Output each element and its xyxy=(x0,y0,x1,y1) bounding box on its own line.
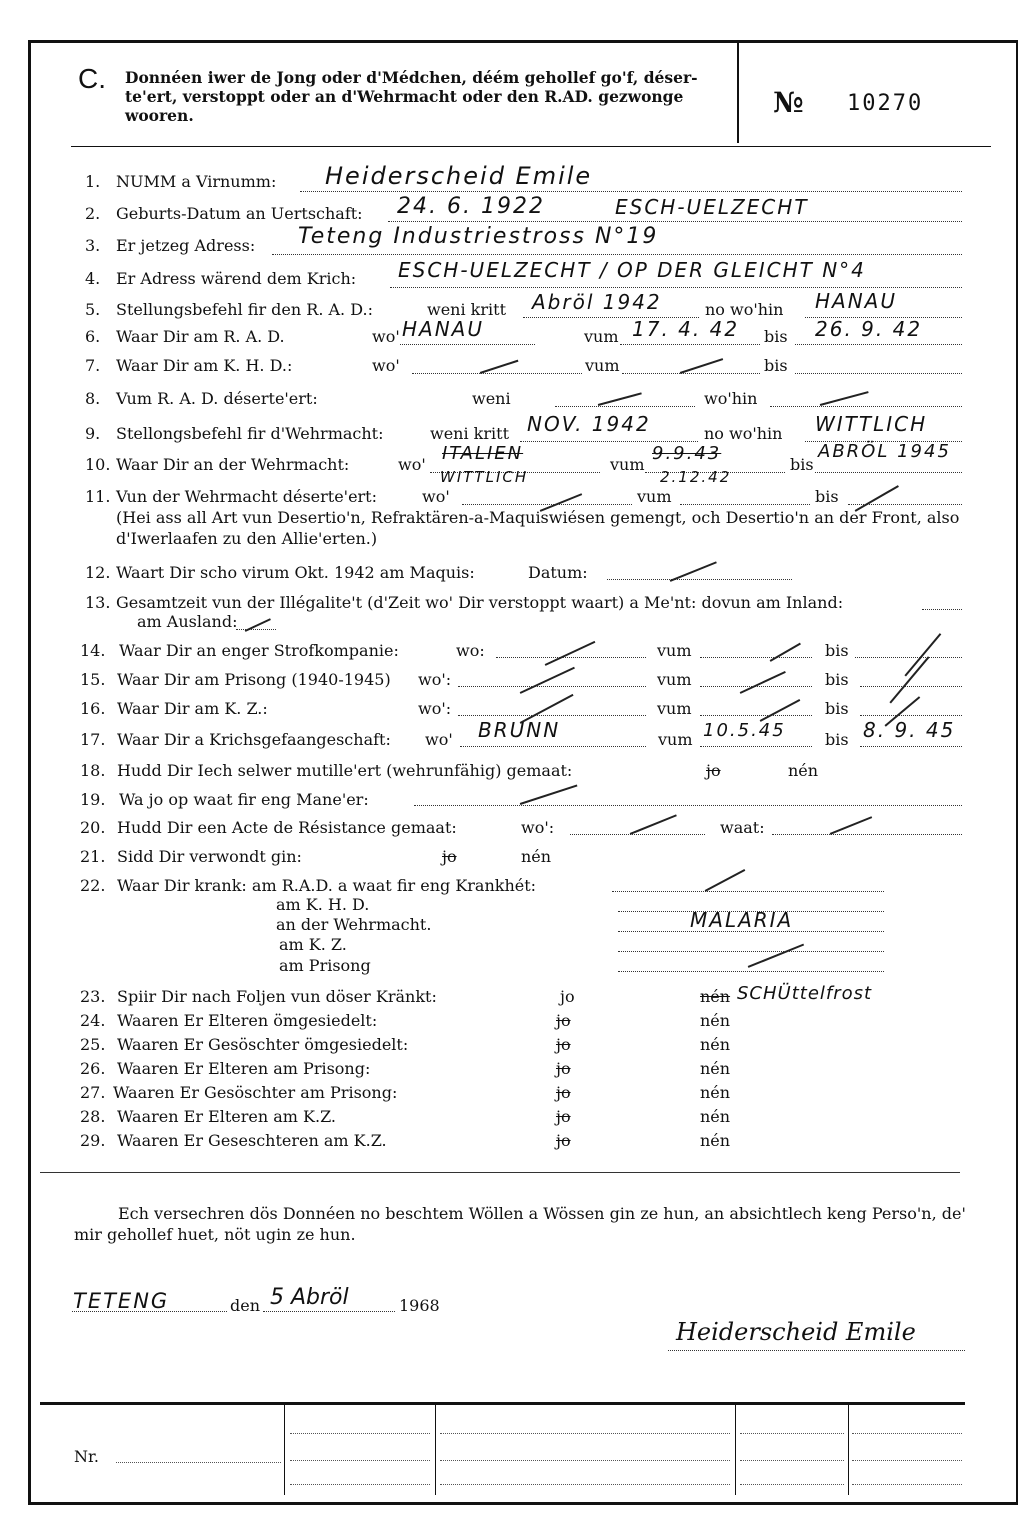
dotted-line xyxy=(414,804,962,806)
handwritten-sign-place: TETENG xyxy=(73,1289,170,1313)
row-label: Hudd Dir een Acte de Résistance gemaat: xyxy=(117,818,457,837)
footer-dotted-line xyxy=(740,1432,844,1434)
dotted-line xyxy=(72,1310,227,1312)
waat-label: waat: xyxy=(720,818,765,837)
dotted-line xyxy=(300,190,962,192)
row-number: 15. xyxy=(80,670,106,689)
dotted-line xyxy=(412,372,582,374)
row-label: Gesamtzeit vun der Illégalite't (d'Zeit wo' Dir verstoppt waart) a Me'nt: dovun am Inland: xyxy=(116,593,844,612)
declaration-text: Ech versechren dös Donnéen no beschtem Wöllen a Wössen gin ze hun, an absichtlech keng Perso'n, de' mir gehollef huet, nöt ugin ze hun. xyxy=(74,1204,966,1244)
dotted-line xyxy=(815,471,962,473)
handwritten-corrected-date: 2.12.42 xyxy=(660,468,732,486)
footer-rule xyxy=(40,1402,965,1405)
footer-dotted-line xyxy=(852,1483,962,1485)
footer-cell-divider xyxy=(735,1405,736,1495)
header-divider xyxy=(737,43,739,143)
dotted-line xyxy=(462,503,632,505)
option-jo: jo xyxy=(556,1083,571,1102)
row-label: Waar Dir am R. A. D. xyxy=(116,327,285,346)
footer-dotted-line xyxy=(852,1459,962,1461)
bis-label: bis xyxy=(764,356,788,375)
footer-cell-divider xyxy=(284,1405,285,1495)
weni-label: weni xyxy=(472,389,511,408)
row-label: Sidd Dir verwondt gin: xyxy=(117,847,302,866)
row-number: 26. xyxy=(80,1059,106,1078)
option-jo: jo xyxy=(556,1131,571,1150)
option-nen: nén xyxy=(700,1059,731,1078)
dotted-line xyxy=(700,656,812,658)
dotted-line xyxy=(618,950,884,952)
footer-cell-divider xyxy=(848,1405,849,1495)
row-label: Stellungsbefehl fir den R. A. D.: xyxy=(116,300,373,319)
footer-dotted-line xyxy=(440,1483,730,1485)
option-nen: nén xyxy=(700,1083,731,1102)
bis-label: bis xyxy=(825,641,849,660)
bis-label: bis xyxy=(790,455,814,474)
dotted-line xyxy=(520,440,698,442)
row-number: 7. xyxy=(85,356,101,375)
footer-dotted-line xyxy=(740,1459,844,1461)
row-number: 27. xyxy=(80,1083,106,1102)
row-number: 24. xyxy=(80,1011,106,1030)
dotted-line xyxy=(272,253,962,255)
handwritten-pow-place: BRUNN xyxy=(478,718,561,742)
sub-label: an der Wehrmacht. xyxy=(276,915,432,934)
row-number: 14. xyxy=(80,641,106,660)
dotted-line xyxy=(860,745,962,747)
bis-label: bis xyxy=(764,327,788,346)
dotted-line xyxy=(795,343,962,345)
row-label: Stellongsbefehl fir d'Wehrmacht: xyxy=(116,424,384,443)
weni-kritt-label: weni kritt xyxy=(427,300,506,319)
row-number: 3. xyxy=(85,236,101,255)
dotted-line xyxy=(390,286,962,288)
wo-label: wo' xyxy=(422,487,450,506)
handwritten-pow-to: 8. 9. 45 xyxy=(863,718,956,742)
option-jo: jo xyxy=(556,1059,571,1078)
footer-dotted-line xyxy=(440,1432,730,1434)
handwritten-rad-place: HANAU xyxy=(815,289,898,313)
row-label: Waaren Er Gesöschter ömgesiedelt: xyxy=(117,1035,409,1054)
row-number: 25. xyxy=(80,1035,106,1054)
sub-label: am K. Z. xyxy=(279,935,347,954)
option-jo: jo xyxy=(556,1107,571,1126)
footer-dotted-line xyxy=(740,1483,844,1485)
row-number: 2. xyxy=(85,204,101,223)
dotted-line xyxy=(772,833,962,835)
dotted-line xyxy=(458,685,646,687)
wo-label: wo': xyxy=(418,699,452,718)
dotted-line xyxy=(458,714,646,716)
row-label-ausland: am Ausland: xyxy=(137,612,238,631)
dotted-line xyxy=(795,372,962,374)
bis-label: bis xyxy=(825,730,849,749)
dotted-line xyxy=(622,372,760,374)
dotted-line xyxy=(612,890,884,892)
row-number: 23. xyxy=(80,987,106,1006)
handwritten-current-address: Teteng Industriestross N°19 xyxy=(298,224,659,249)
wo-label: wo' xyxy=(398,455,426,474)
handwritten-war-address: ESCH-UELZECHT / OP DER GLEICHT N°4 xyxy=(398,258,866,282)
row-label: Waaren Er Gesöschter am Prisong: xyxy=(113,1083,398,1102)
footer-dotted-line xyxy=(440,1459,730,1461)
option-jo: jo xyxy=(556,1011,571,1030)
signature: Heiderscheid Emile xyxy=(676,1318,916,1346)
vum-label: vum xyxy=(585,356,620,375)
dotted-line xyxy=(570,833,705,835)
dotted-line xyxy=(770,405,962,407)
no-wohin-label: no wo'hin xyxy=(704,424,783,443)
option-jo: jo xyxy=(706,761,721,780)
row-label: Waar Dir a Krichsgefaangeschaft: xyxy=(117,730,391,749)
row-number: 4. xyxy=(85,269,101,288)
row-number: 9. xyxy=(85,424,101,443)
row-number: 6. xyxy=(85,327,101,346)
row-number: 18. xyxy=(80,761,106,780)
wo-label: wo' xyxy=(372,356,400,375)
row-label: Vun der Wehrmacht déserte'ert: xyxy=(116,487,377,506)
handwritten-pow-from: 10.5.45 xyxy=(703,720,786,741)
sub-label: am K. H. D. xyxy=(276,895,370,914)
wo-label: wo' xyxy=(425,730,453,749)
row-label: Waaren Er Elteren am Prisong: xyxy=(117,1059,371,1078)
option-nen: nén xyxy=(788,761,819,780)
vum-label: vum xyxy=(657,641,692,660)
row-number: 19. xyxy=(80,790,106,809)
vum-label: vum xyxy=(637,487,672,506)
row-label: Wa jo op waat fir eng Mane'er: xyxy=(119,790,369,809)
option-nen: nén xyxy=(521,847,552,866)
row-number: 5. xyxy=(85,300,101,319)
header-rule xyxy=(71,146,991,147)
option-nen: nén xyxy=(700,1035,731,1054)
form-number: 10270 xyxy=(847,91,924,116)
option-nen: nén xyxy=(700,1011,731,1030)
row-number: 11. xyxy=(85,487,111,506)
handwritten-name: Heiderscheid Emile xyxy=(325,162,593,190)
handwritten-corrected-place: WITTLICH xyxy=(440,468,529,486)
dotted-line xyxy=(496,656,646,658)
row-label: Vum R. A. D. déserte'ert: xyxy=(116,389,318,408)
row-number: 21. xyxy=(80,847,106,866)
handwritten-struck-place: ITALIEN xyxy=(442,443,524,464)
row-label: Waar Dir krank: am R.A.D. a waat fir eng Krankhét: xyxy=(117,876,537,895)
bis-label: bis xyxy=(825,670,849,689)
option-nen: nén xyxy=(700,1131,731,1150)
dotted-line xyxy=(460,745,646,747)
row-number: 12. xyxy=(85,563,111,582)
footer-dotted-line xyxy=(852,1432,962,1434)
year-label: 1968 xyxy=(399,1296,440,1315)
row-label: NUMM a Virnumm: xyxy=(116,172,277,191)
dotted-line xyxy=(620,343,760,345)
dotted-line xyxy=(388,220,962,222)
option-jo: jo xyxy=(560,987,575,1006)
footer-dotted-line xyxy=(290,1432,430,1434)
row-label: Waaren Er Elteren ömgesiedelt: xyxy=(117,1011,378,1030)
sub-label: am Prisong xyxy=(279,956,371,975)
row-label: Hudd Dir Iech selwer mutille'ert (wehrunfähig) gemaat: xyxy=(117,761,573,780)
handwritten-aftereffects: SCHÜttelfrost xyxy=(737,983,873,1004)
handwritten-wehrmacht-date: NOV. 1942 xyxy=(527,412,651,436)
weni-kritt-label: weni kritt xyxy=(430,424,509,443)
dotted-line xyxy=(607,578,792,580)
handwritten-rad-to: 26. 9. 42 xyxy=(815,317,923,341)
form-header-text: Donnéen iwer de Jong oder d'Médchen, déém gehollef go'f, déser-te'ert, verstoppt oder an d'Wehrmacht oder den R.AD. gezwonge wooren. xyxy=(125,68,698,125)
wo-label: wo': xyxy=(418,670,452,689)
row-note: (Hei ass all Art vun Desertio'n, Refraktären-a-Maquiswiésen gemengt, och Desertio'n an der Front, also d'Iwerlaafen zu den Allie'erten.) xyxy=(116,508,960,548)
handwritten-wehrmacht-to: ABRÖL 1945 xyxy=(818,441,951,462)
row-number: 16. xyxy=(80,699,106,718)
vum-label: vum xyxy=(584,327,619,346)
option-nen: nén xyxy=(700,987,731,1006)
dotted-line xyxy=(922,608,962,610)
row-label: Waaren Er Elteren am K.Z. xyxy=(117,1107,337,1126)
handwritten-rad-date: Abröl 1942 xyxy=(532,290,662,314)
form-section-letter: C. xyxy=(78,63,106,94)
option-nen: nén xyxy=(700,1107,731,1126)
row-label: Er Adress wärend dem Krich: xyxy=(116,269,357,288)
footer-dotted-line xyxy=(290,1459,430,1461)
wo-label: wo: xyxy=(456,641,485,660)
row-label: Waar Dir am K. H. D.: xyxy=(116,356,293,375)
den-label: den xyxy=(230,1296,261,1315)
vum-label: vum xyxy=(657,670,692,689)
vum-label: vum xyxy=(610,455,645,474)
footer-cell-divider xyxy=(435,1405,436,1495)
handwritten-rad-from: 17. 4. 42 xyxy=(632,317,740,341)
dotted-line xyxy=(263,1310,395,1312)
row-label: Waar Dir an enger Strofkompanie: xyxy=(119,641,399,660)
row-label: Waaren Er Geseschteren am K.Z. xyxy=(117,1131,387,1150)
footer-dotted-line xyxy=(290,1483,430,1485)
dotted-line xyxy=(236,628,276,630)
row-number: 17. xyxy=(80,730,106,749)
row-label: Waar Dir an der Wehrmacht: xyxy=(116,455,350,474)
handwritten-birth-place: ESCH-UELZECHT xyxy=(615,195,809,219)
handwritten-sign-date: 5 Abröl xyxy=(270,1285,349,1310)
vum-label: vum xyxy=(657,699,692,718)
row-label: Waart Dir scho virum Okt. 1942 am Maquis: xyxy=(116,563,475,582)
row-number: 10. xyxy=(85,455,111,474)
row-number: 28. xyxy=(80,1107,106,1126)
datum-label: Datum: xyxy=(528,563,588,582)
dotted-line xyxy=(680,503,810,505)
wo-label: wo': xyxy=(521,818,555,837)
vum-label: vum xyxy=(658,730,693,749)
row-number: 22. xyxy=(80,876,106,895)
bis-label: bis xyxy=(815,487,839,506)
row-label: Waar Dir am Prisong (1940-1945) xyxy=(117,670,391,689)
no-wohin-label: no wo'hin xyxy=(705,300,784,319)
dotted-line xyxy=(555,405,695,407)
row-label: Geburts-Datum an Uertschaft: xyxy=(116,204,363,223)
section-divider xyxy=(40,1172,960,1173)
dotted-line xyxy=(700,745,812,747)
row-number: 8. xyxy=(85,389,101,408)
handwritten-birth-date: 24. 6. 1922 xyxy=(397,194,545,219)
row-label: Spiir Dir nach Foljen vun döser Kränkt: xyxy=(117,987,437,1006)
option-jo: jo xyxy=(556,1035,571,1054)
footer-nr-label: Nr. xyxy=(74,1447,99,1466)
handwritten-struck-date: 9.9.43 xyxy=(652,443,722,464)
dotted-line xyxy=(700,714,812,716)
dotted-line xyxy=(855,656,962,658)
dotted-line xyxy=(860,685,962,687)
bis-label: bis xyxy=(825,699,849,718)
handwritten-illness: MALARIA xyxy=(690,908,794,932)
row-label: Er jetzeg Adress: xyxy=(116,236,256,255)
option-jo: jo xyxy=(442,847,457,866)
dotted-line xyxy=(618,970,884,972)
row-number: 1. xyxy=(85,172,101,191)
row-number: 13. xyxy=(85,593,111,612)
wo-label: wo' xyxy=(372,327,400,346)
signature-line xyxy=(668,1349,965,1351)
wohin-label: wo'hin xyxy=(704,389,758,408)
row-number: 20. xyxy=(80,818,106,837)
number-label: № xyxy=(773,86,804,119)
footer-dotted-line xyxy=(116,1461,281,1463)
dotted-line xyxy=(400,343,535,345)
row-number: 29. xyxy=(80,1131,106,1150)
dotted-line xyxy=(860,714,962,716)
row-label: Waar Dir am K. Z.: xyxy=(117,699,268,718)
handwritten-rad-where: HANAU xyxy=(402,317,485,341)
handwritten-wehrmacht-place: WITTLICH xyxy=(815,412,928,436)
